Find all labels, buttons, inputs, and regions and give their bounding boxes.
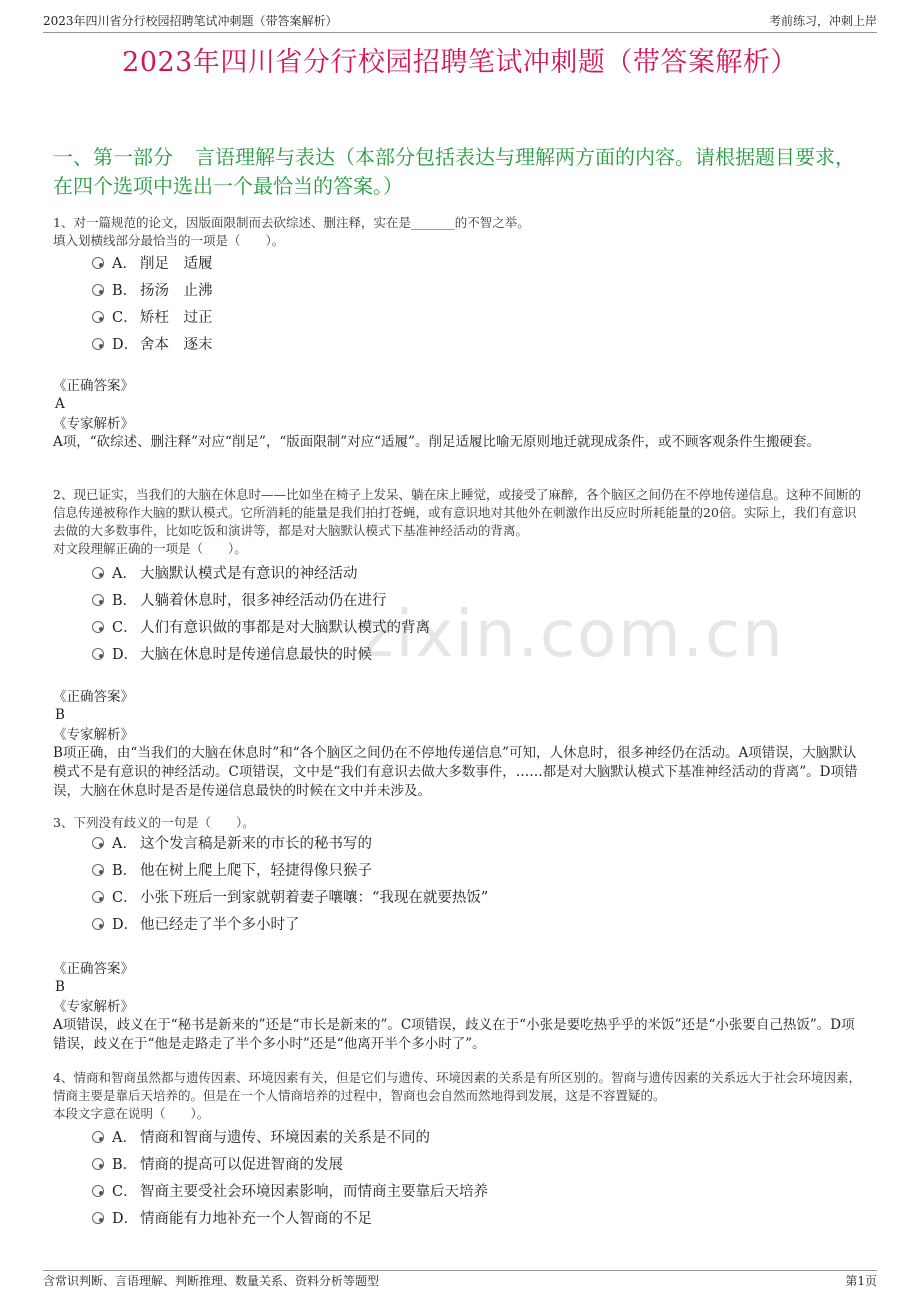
answer-value: B <box>55 979 65 995</box>
radio-button-icon[interactable] <box>92 864 104 876</box>
option-d[interactable]: D． 舍本 逐末 <box>92 332 213 359</box>
question-3-answer <box>53 960 865 1054</box>
option-a[interactable]: A． 大脑默认模式是有意识的神经活动 <box>92 561 430 588</box>
question-prompt: 本段文字意在说明（ ）。 <box>53 1106 210 1121</box>
option-b[interactable]: B． 他在树上爬上爬下，轻捷得像只猴子 <box>92 858 488 885</box>
radio-button-icon[interactable] <box>92 1131 104 1143</box>
radio-button-icon[interactable] <box>92 1158 104 1170</box>
option-b[interactable]: B． 人躺着休息时，很多神经活动仍在进行 <box>92 588 430 615</box>
analysis-text: A项，“砍综述、删注释”对应“削足”，“版面限制”对应“适履”。削足适履比喻无原则地迁就现成条件，或不顾客观条件生搬硬套。 <box>53 434 820 450</box>
radio-button-icon[interactable] <box>92 284 104 296</box>
option-b[interactable]: B． 扬汤 止沸 <box>92 278 213 305</box>
analysis-text: A项错误，歧义在于“秘书是新来的”还是“市长是新来的”。C项错误，歧义在于“小张是要吃热乎乎的米饭”还是“小张要自己热饭”。D项错误，歧义在于“他是走路走了半个多小时”还是“他离开半个多小时了”。 <box>53 1017 855 1052</box>
question-4-stem <box>53 1069 865 1123</box>
radio-button-icon[interactable] <box>92 338 104 350</box>
page-footer <box>43 1270 877 1288</box>
section-part: 一、第一部分 <box>53 145 173 169</box>
question-stem-text: 3、下列没有歧义的一句是（ ）。 <box>53 815 255 830</box>
radio-button-icon[interactable] <box>92 257 104 269</box>
question-2-answer <box>53 688 865 801</box>
watermark: zixin.com.cn <box>360 598 785 672</box>
radio-button-icon[interactable] <box>92 918 104 930</box>
radio-button-icon[interactable] <box>92 837 104 849</box>
answer-value: B <box>55 707 65 723</box>
analysis-text: B项正确，由“当我们的大脑在休息时”和“各个脑区之间仍在不停地传递信息”可知，人休息时，很多神经仍在活动。A项错误，大脑默认模式不是有意识的神经活动。C项错误，文中是“我们有意识去做大多数事件，……都是对大脑默认模式下基准神经活动的背离”。D项错误，大脑在休息时是否是传递信息最快的时候在文中并未涉及。 <box>53 745 858 799</box>
option-c[interactable]: C． 矫枉 过正 <box>92 305 213 332</box>
question-1-options <box>92 251 213 359</box>
question-3-stem <box>53 814 865 832</box>
radio-button-icon[interactable] <box>92 621 104 633</box>
question-prompt: 对文段理解正确的一项是（ ）。 <box>53 541 247 556</box>
question-stem-text: 1、对一篇规范的论文，因版面限制而去砍综述、删注释，实在是_______的不智之举。 <box>53 215 530 230</box>
analysis-label: 《专家解析》 <box>53 416 134 432</box>
header-doc-title: 2023年四川省分行校园招聘笔试冲刺题（带答案解析） <box>43 14 338 28</box>
radio-button-icon[interactable] <box>92 891 104 903</box>
question-stem-text: 2、现已证实，当我们的大脑在休息时——比如坐在椅子上发呆、躺在床上睡觉，或接受了麻醉，各个脑区之间仍在不停地传递信息。这种不间断的信息传递被称作大脑的默认模式。它所消耗的能量是我们拍打苍蝇，或有意识地对其他外在刺激作出反应时所耗能量的20倍。实际上，我们有意识去做的大多数事件，比如吃饭和演讲等，都是对大脑默认模式下基准神经活动的背离。 <box>53 487 861 538</box>
page-header <box>43 12 877 33</box>
option-d[interactable]: D． 情商能有力地补充一个人智商的不足 <box>92 1206 488 1233</box>
radio-button-icon[interactable] <box>92 1212 104 1224</box>
answer-label: 《正确答案》 <box>53 378 134 394</box>
question-1-answer <box>53 377 865 452</box>
section-heading <box>53 143 860 201</box>
radio-button-icon[interactable] <box>92 567 104 579</box>
analysis-label: 《专家解析》 <box>53 999 134 1015</box>
radio-button-icon[interactable] <box>92 311 104 323</box>
question-1-stem <box>53 214 865 250</box>
question-4-options <box>92 1125 488 1233</box>
radio-button-icon[interactable] <box>92 594 104 606</box>
answer-value: A <box>55 396 65 412</box>
answer-label: 《正确答案》 <box>53 961 134 977</box>
question-2-stem <box>53 486 865 558</box>
option-c[interactable]: C． 小张下班后一到家就朝着妻子嚷嚷：“我现在就要热饭” <box>92 885 488 912</box>
header-slogan: 考前练习，冲刺上岸 <box>768 14 877 28</box>
option-a[interactable]: A． 削足 适履 <box>92 251 213 278</box>
question-3-options <box>92 831 488 939</box>
answer-label: 《正确答案》 <box>53 689 134 705</box>
footer-description: 含常识判断、言语理解、判断推理、数量关系、资料分析等题型 <box>43 1274 380 1288</box>
page-number: 第1页 <box>845 1274 877 1288</box>
section-instructions: 言语理解与表达（本部分包括表达与理解两方面的内容。请根据题目要求，在四个选项中选出一个最恰当的答案。） <box>53 145 855 198</box>
option-a[interactable]: A． 这个发言稿是新来的市长的秘书写的 <box>92 831 488 858</box>
option-a[interactable]: A． 情商和智商与遗传、环境因素的关系是不同的 <box>92 1125 488 1152</box>
option-b[interactable]: B． 情商的提高可以促进智商的发展 <box>92 1152 488 1179</box>
analysis-label: 《专家解析》 <box>53 727 134 743</box>
option-c[interactable]: C． 人们有意识做的事都是对大脑默认模式的背离 <box>92 615 430 642</box>
radio-button-icon[interactable] <box>92 648 104 660</box>
document-title: 2023年四川省分行校园招聘笔试冲刺题（带答案解析） <box>122 47 798 78</box>
question-2-options <box>92 561 430 669</box>
option-c[interactable]: C． 智商主要受社会环境因素影响，而情商主要靠后天培养 <box>92 1179 488 1206</box>
option-d[interactable]: D． 他已经走了半个多小时了 <box>92 912 488 939</box>
question-prompt: 填入划横线部分最恰当的一项是（ ）。 <box>53 233 285 248</box>
question-stem-text: 4、情商和智商虽然都与遗传因素、环境因素有关，但是它们与遗传、环境因素的关系是有所区别的。智商与遗传因素的关系远大于社会环境因素，情商主要是靠后天培养的。但是在一个人情商培养的过程中，智商也会自然而然地得到发展，这是不容置疑的。 <box>53 1070 861 1103</box>
option-d[interactable]: D． 大脑在休息时是传递信息最快的时候 <box>92 642 430 669</box>
radio-button-icon[interactable] <box>92 1185 104 1197</box>
